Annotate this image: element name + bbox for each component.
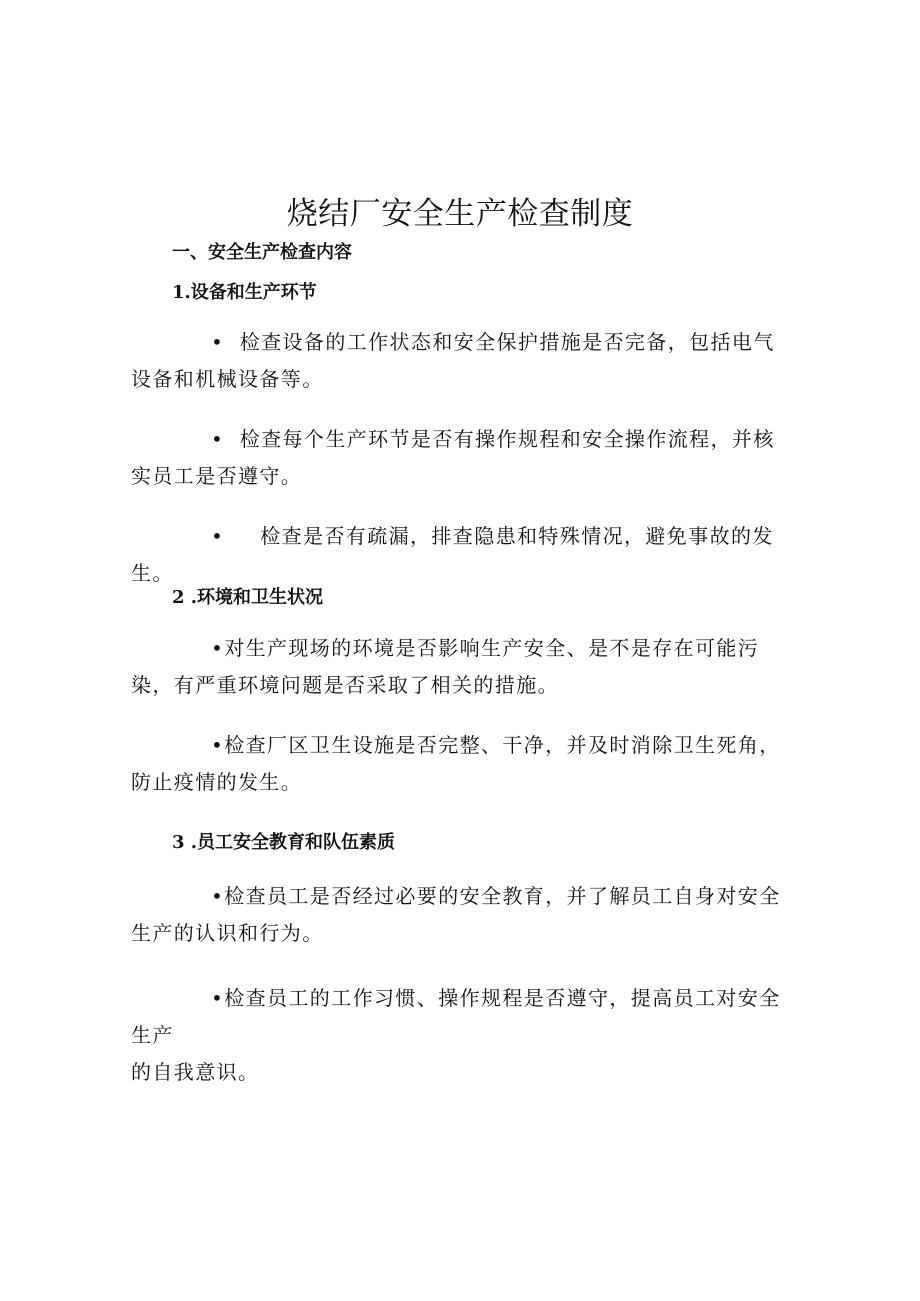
list-item-text: 检查是否有疏漏，排查隐患和特殊情况，避免事故的发生。 xyxy=(131,524,774,585)
list-item-staff-2 xyxy=(131,980,793,1091)
list-item-equipment-3 xyxy=(131,518,793,592)
section-heading-content: 一、安全生产检查内容 xyxy=(172,242,352,263)
subsection-heading-staff: 3 .员工安全教育和队伍素质 xyxy=(172,832,396,853)
list-item-equipment-2 xyxy=(131,421,793,495)
bullet-marker: • xyxy=(211,330,225,354)
list-item-text: 检查每个生产环节是否有操作规程和安全操作流程，并核实员工是否遵守。 xyxy=(131,427,775,488)
subsection-heading-equipment: 1.设备和生产环节 xyxy=(172,282,317,303)
bullet-marker: • xyxy=(211,427,225,451)
list-item-text-continued: 的自我意识。 xyxy=(131,1060,260,1084)
subsection-heading-environment: 2 .环境和卫生状况 xyxy=(172,587,324,608)
list-item-equipment-1 xyxy=(131,324,793,398)
list-item-environment-2 xyxy=(131,727,793,801)
bullet-marker: • xyxy=(211,733,225,757)
list-item-text: 检查员工的工作习惯、操作规程是否遵守，提高员工对安全生产 xyxy=(131,986,781,1047)
bullet-marker: • xyxy=(211,524,225,548)
bullet-marker: • xyxy=(211,636,225,660)
list-item-environment-1 xyxy=(131,630,793,704)
bullet-marker: • xyxy=(211,986,225,1010)
list-item-text: 检查厂区卫生设施是否完整、干净，并及时消除卫生死角，防止疫情的发生。 xyxy=(131,733,781,794)
page-title: 烧结厂安全生产检查制度 xyxy=(286,196,634,232)
list-item-text: 检查设备的工作状态和安全保护措施是否完备，包括电气设备和机械设备等。 xyxy=(131,330,775,391)
bullet-marker: • xyxy=(211,884,225,908)
list-item-text: 检查员工是否经过必要的安全教育，并了解员工自身对安全生产的认识和行为。 xyxy=(131,884,781,945)
list-item-staff-1 xyxy=(131,878,793,952)
list-item-text: 对生产现场的环境是否影响生产安全、是不是存在可能污染，有严重环境问题是否采取了相关的措施。 xyxy=(131,636,760,697)
